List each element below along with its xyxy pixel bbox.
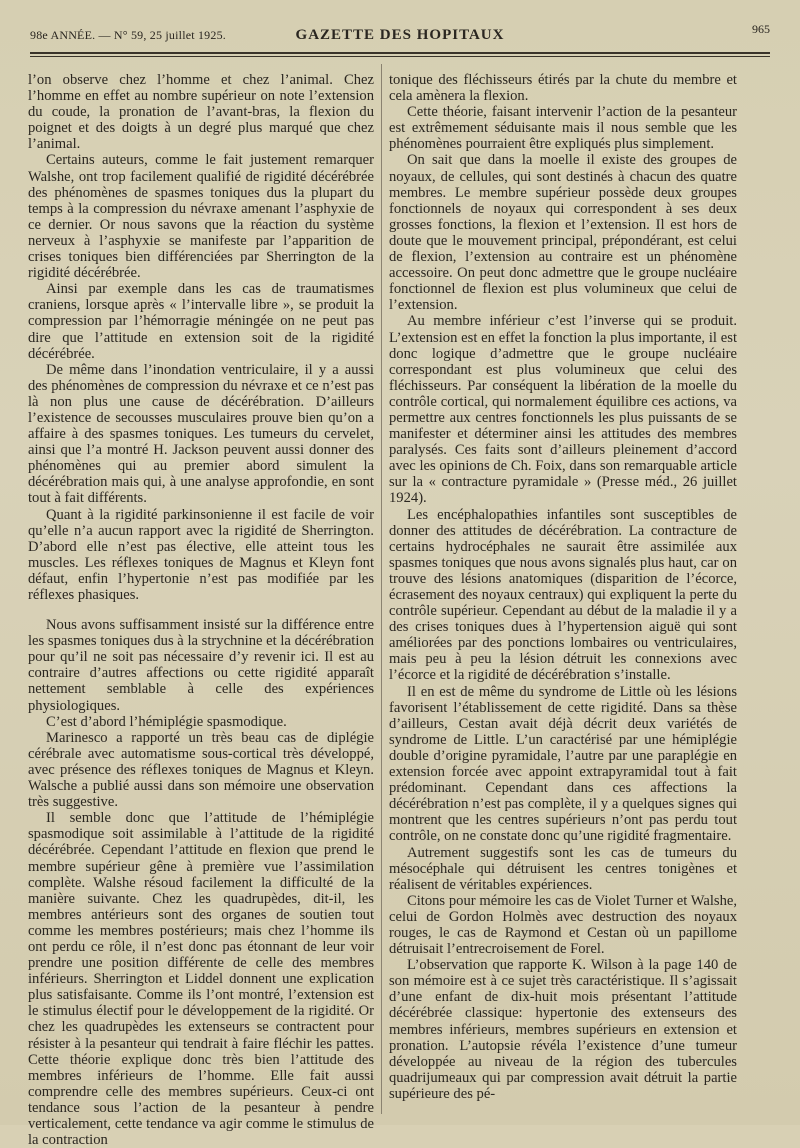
paragraph: Il semble donc que l’attitude de l’hémiplégie spasmodique soit assimilable à l’attitude de la rigidité décérébrée. Cependant l’attitude en flexion que prend le membre supérieur gêne à première vue l’assimilation complète. Walshe résoud facilement la difficulté de la manière suivante. Chez les quadrupèdes, dit-il, les membres antérieurs sont des organes de soutien tout comme les membres postérieurs; mais chez l’homme ils ont perdu ce rôle, il n’est donc pas étonnant de leur voir prendre une position différente de celle des membres inférieurs. Sherrington et Liddel donnent une explication plus satisfaisante. Comme ils l’ont montré, l’extension est le stimulus électif pour le développement de la rigidité. Or chez les quadrupèdes les extenseurs se contractent pour résister à la pesanteur qui tendrait à faire fléchir les pattes. Cette théorie explique donc très bien l’attitude des membres inférieurs de l’homme. Elle fait aussi comprendre celle des membres supérieurs. Ceux-ci ont tendance sous l’action de la pesanteur à pendre verticalement, cette tendance va agir comme le stimulus de la contraction xyxy=(28,810,374,1148)
paragraph: Quant à la rigidité parkinsonienne il est facile de voir qu’elle n’a aucun rapport avec la rigidité de Sherrington. D’abord elle n’est pas élective, elle atteint tous les muscles. Les réflexes toniques de Magnus et Kleyn font défaut, enfin l’hypertonie n’est pas modifiée par les réflexes phasiques. xyxy=(28,506,374,603)
left-column xyxy=(28,72,374,1148)
header-rule xyxy=(30,52,770,54)
paragraph: De même dans l’inondation ventriculaire, il y a aussi des phénomènes de compression du névraxe et ce n’est pas là non plus une cause de décérébration. D’ailleurs l’existence de secousses musculaires prouve bien qu’on a affaire à des spasmes toniques. Les tumeurs du cervelet, ainsi que l’a montré H. Jackson peuvent aussi donner des phénomènes qui au premier abord simulent la décérébration mais qui, à une analyse approfondie, en sont tout à fait différents. xyxy=(28,361,374,507)
paragraph: On sait que dans la moelle il existe des groupes de noyaux, de cellules, qui sont destinés à chacun des quatre membres. Le membre supérieur possède deux groupes fonctionnels de noyaux qui correspondent à ses deux grosses fonctions, la flexion et l’extension. Il est hors de doute que le mouvement principal, prépondérant, est celui de flexion, l’extension au contraire est un phénomène accessoire. On peut donc admettre que le groupe nucléaire fonctionnel de flexion est plus volumineux que celui de l’extension. xyxy=(389,152,737,314)
paragraph: Cette théorie, faisant intervenir l’action de la pesanteur est extrêmement séduisante mais il nous semble que les phénomènes pourraient être expliqués plus simplement. xyxy=(389,104,737,153)
paragraph: l’on observe chez l’homme et chez l’animal. Chez l’homme en effet au nombre supérieur on note l’extension du coude, la pronation de l’avant-bras, la flexion du poignet et des doigts à un degré plus marqué que chez l’animal. xyxy=(28,72,374,153)
header-rule-thin xyxy=(30,56,770,57)
paragraph: tonique des fléchisseurs étirés par la chute du membre et cela amènera la flexion. xyxy=(389,72,737,105)
paragraph: L’observation que rapporte K. Wilson à la page 140 de son mémoire est à ce sujet très caractéristique. Il s’agissait d’une enfant de dix-huit mois présentant l’attitude décérébrée classique: hypertonie des extenseurs des membres inférieurs, membres supérieurs en extension et pronation. L’autopsie révéla l’existence d’une tumeur développée au niveau de la région des tubercules quadrijumeaux qui par compression avait détruit la partie supérieure des pé- xyxy=(389,957,737,1102)
column-divider xyxy=(381,64,382,1114)
paragraph: Certains auteurs, comme le fait justement remarquer Walshe, ont trop facilement qualifié de rigidité décérébrée des phénomènes de spasmes toniques dus la plupart du temps à la compression du névraxe amenant l’asphyxie de ce dernier. Or nous savons que la réaction du système nerveux à l’asphyxie se manifeste par l’apparition de crises toniques bien différenciées par Sherrington de la rigidité décérébrée. xyxy=(28,152,374,282)
paragraph: Au membre inférieur c’est l’inverse qui se produit. L’extension est en effet la fonction la plus importante, il est donc logique d’admettre que le groupe nucléaire correspondant est plus volumineux que celui des fléchisseurs. Par conséquent la libération de la moelle du contrôle cortical, qui normalement équilibre ces actions, va permettre aux centres fonctionnels les plus puissants de se manifester et déterminer ainsi les attitudes des membres paralysés. Ces faits sont d’ailleurs pleinement d’accord avec les opinions de Ch. Foix, dans son remarquable article sur la « contracture pyramidale » (Presse méd., 26 juillet 1924). xyxy=(389,313,737,507)
edition-line: 98e ANNÉE. — N° 59, 25 juillet 1925. xyxy=(30,28,226,42)
page-number: 965 xyxy=(752,22,770,36)
paragraph: Il en est de même du syndrome de Little où les lésions favorisent l’établissement de cette rigidité. Dans sa thèse d’ailleurs, Cestan avait déjà décrit deux variétés de syndrome de Little. L’un caractérisé par une hémiplégie double d’origine pyramidale, l’autre par une paraplégie en extension forcée avec appoint extrapyramidal tout à fait prédominant. Cependant dans ces affections la décérébration n’est pas complète, il y a quelques signes qui montrent que les centres supérieurs n’ont pas perdu tout contrôle, on ne constate donc qu’une rigidité fragmentaire. xyxy=(389,683,737,845)
section-gap xyxy=(28,603,374,617)
paragraph: Nous avons suffisamment insisté sur la différence entre les spasmes toniques dus à la strychnine et la décérébration pour qu’il ne soit pas nécessaire d’y revenir ici. Il est au contraire d’autres affections ou cette rigidité apparaît nettement semblable à celle des expériences physiologiques. xyxy=(28,617,374,714)
paragraph: Les encéphalopathies infantiles sont susceptibles de donner des attitudes de décérébration. La contracture de certains hydrocéphales ne saurait être assimilée aux spasmes toniques que nous avons signalés plus haut, car on trouve des lésions anatomiques (disparition de l’écorce, écrasement des noyaux centraux) qui expliquent la perte du contrôle supérieur. Cependant au début de la maladie il y a des crises toniques dues à l’hypertension aiguë qui sont améliorées par des ponctions lombaires ou ventriculaires, mais peu à peu la lésion détruit les connexions avec l’écorce et la rigidité de décérébration s’installe. xyxy=(389,506,737,684)
paragraph: Ainsi par exemple dans les cas de traumatismes craniens, lorsque après « l’intervalle libre », se produit la compression par l’hémorragie méningée on ne peut pas dire que l’attitude en extension soit de la rigidité décérébrée. xyxy=(28,281,374,362)
paragraph: Autrement suggestifs sont les cas de tumeurs du mésocéphale qui détruisent les centres tonigènes et réalisent de véritables expériences. xyxy=(389,844,737,893)
journal-title: GAZETTE DES HOPITAUX xyxy=(295,27,505,43)
paragraph: Marinesco a rapporté un très beau cas de diplégie cérébrale avec automatisme sous-cortical très développé, avec présence des réflexes toniques de Magnus et Kleyn. Walsche a publié aussi dans son mémoire une observation très suggestive. xyxy=(28,729,374,811)
paragraph: Citons pour mémoire les cas de Violet Turner et Walshe, celui de Gordon Holmès avec destruction des noyaux rouges, le cas de Raymond et Cestan où un papillome détruisait l’entrecroisement de Forel. xyxy=(389,892,737,958)
page-header xyxy=(30,20,770,50)
paragraph: C’est d’abord l’hémiplégie spasmodique. xyxy=(46,713,287,730)
right-column xyxy=(389,72,737,1112)
